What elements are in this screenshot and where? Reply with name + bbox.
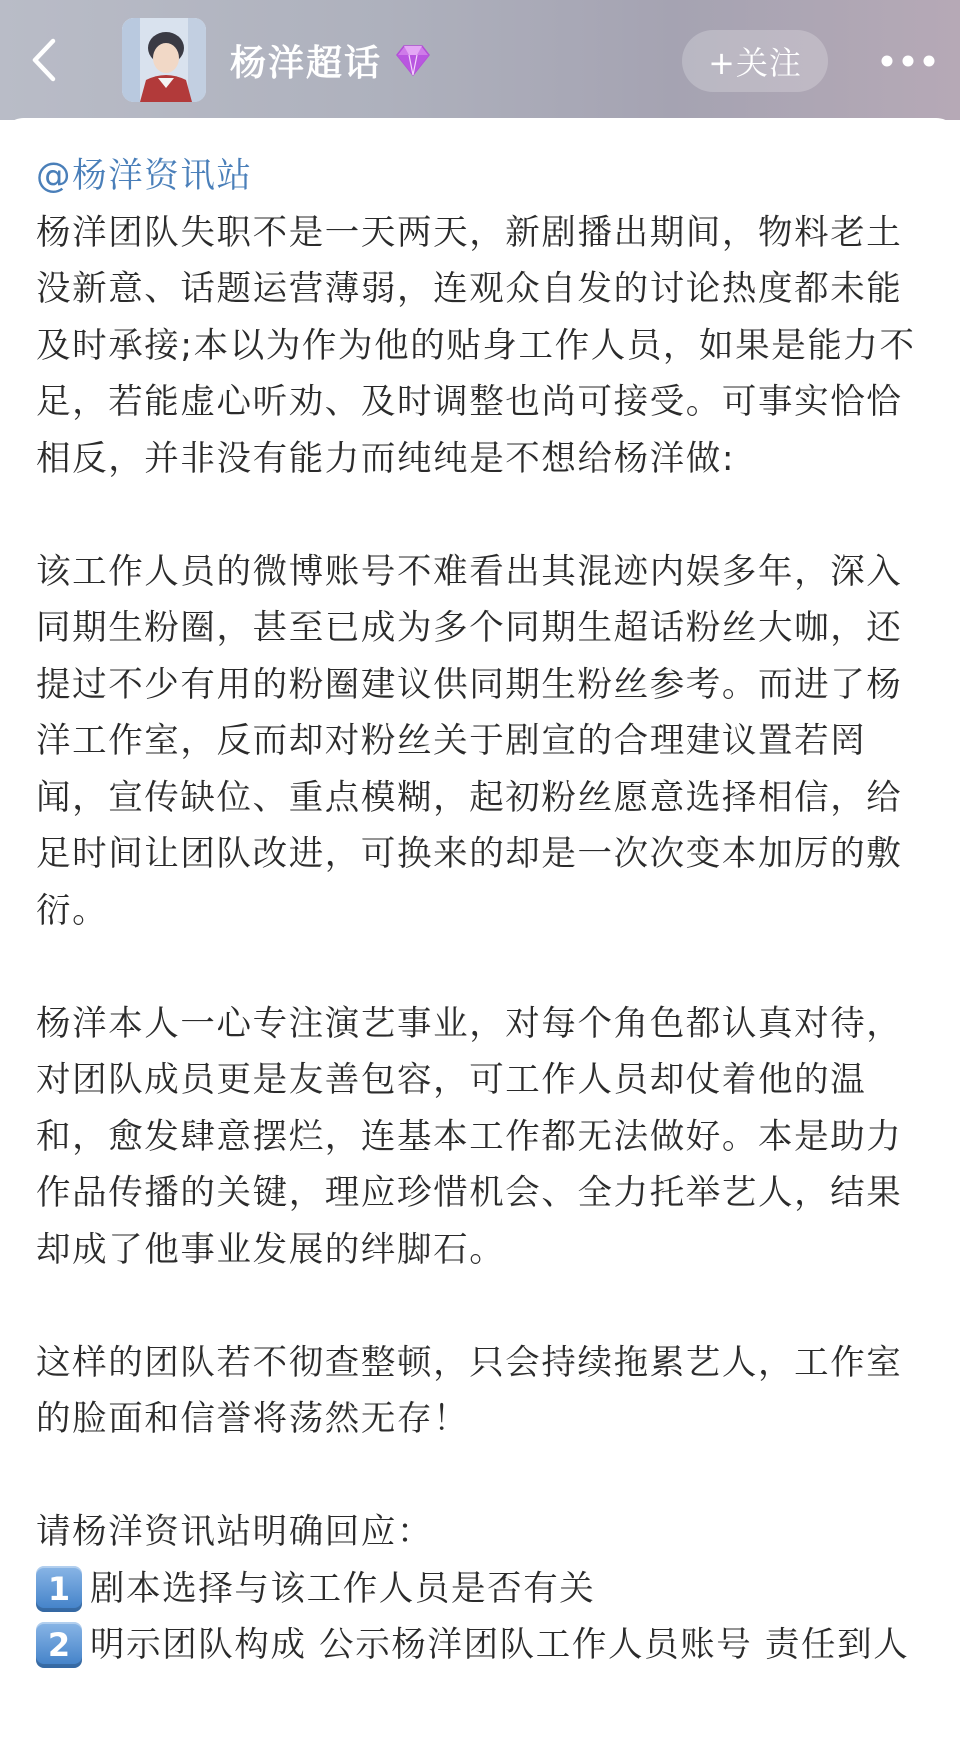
post-paragraph: 这样的团队若不彻查整顿，只会持续拖累艺人，工作室的脸面和信誉将荡然无存！	[36, 1342, 903, 1439]
more-button[interactable]	[868, 30, 948, 92]
avatar[interactable]	[122, 18, 206, 102]
list-item	[36, 1617, 916, 1674]
diamond-badge-icon	[394, 41, 432, 79]
back-chevron-icon	[29, 37, 59, 83]
request-intro: 请杨洋资讯站明确回应：	[36, 1512, 434, 1552]
paragraph-spacer	[36, 1448, 916, 1505]
list-item-text: 明示团队构成 公示杨洋团队工作人员账号 责任到人	[90, 1625, 910, 1665]
back-button[interactable]	[22, 30, 66, 90]
post-card	[0, 118, 960, 1760]
paragraph-spacer	[36, 1278, 916, 1335]
more-dots-icon	[880, 54, 936, 68]
post-paragraph: 杨洋本人一心专注演艺事业，对每个角色都认真对待，对团队成员更是友善包容，可工作人员却仗着他的温和，愈发肆意摆烂，连基本工作都无法做好。本是助力作品传播的关键，理应珍惜机会、全力托举艺人，结果却成了他事业发展的绊脚石。	[36, 1003, 903, 1270]
keycap-number-icon: 2	[36, 1622, 82, 1668]
paragraph-spacer	[36, 487, 916, 544]
list-item-text: 剧本选择与该工作人员是否有关	[90, 1568, 596, 1609]
avatar-portrait	[122, 18, 206, 102]
post-paragraph: 该工作人员的微博账号不难看出其混迹内娱多年，深入同期生粉圈，甚至已成为多个同期生超话粉丝大咖，还提过不少有用的粉圈建议供同期生粉丝参考。而进了杨洋工作室，反而却对粉丝关于剧宣的合理建议置若罔闻，宣传缺位、重点模糊，起初粉丝愿意选择相信，给足时间让团队改进，可换来的却是一次次变本加厉的敷衍。	[36, 551, 903, 931]
supertopic-title: 杨洋超话	[230, 42, 383, 84]
list-item	[36, 1561, 916, 1618]
keycap-number-icon: 1	[36, 1566, 82, 1612]
title-group	[230, 34, 432, 86]
mention-link[interactable]: @杨洋资讯站	[36, 156, 253, 196]
follow-button[interactable]: +关注	[682, 30, 828, 92]
paragraph-spacer	[36, 939, 916, 996]
post-body	[36, 148, 916, 1674]
post-paragraph: 杨洋团队失职不是一天两天，新剧播出期间，物料老土没新意、话题运营薄弱，连观众自发的讨论热度都未能及时承接;本以为作为他的贴身工作人员，如果是能力不足，若能虚心听劝、及时调整也尚可接受。可事实恰恰相反，并非没有能力而纯纯是不想给杨洋做:	[36, 212, 916, 479]
top-bar	[0, 0, 960, 120]
